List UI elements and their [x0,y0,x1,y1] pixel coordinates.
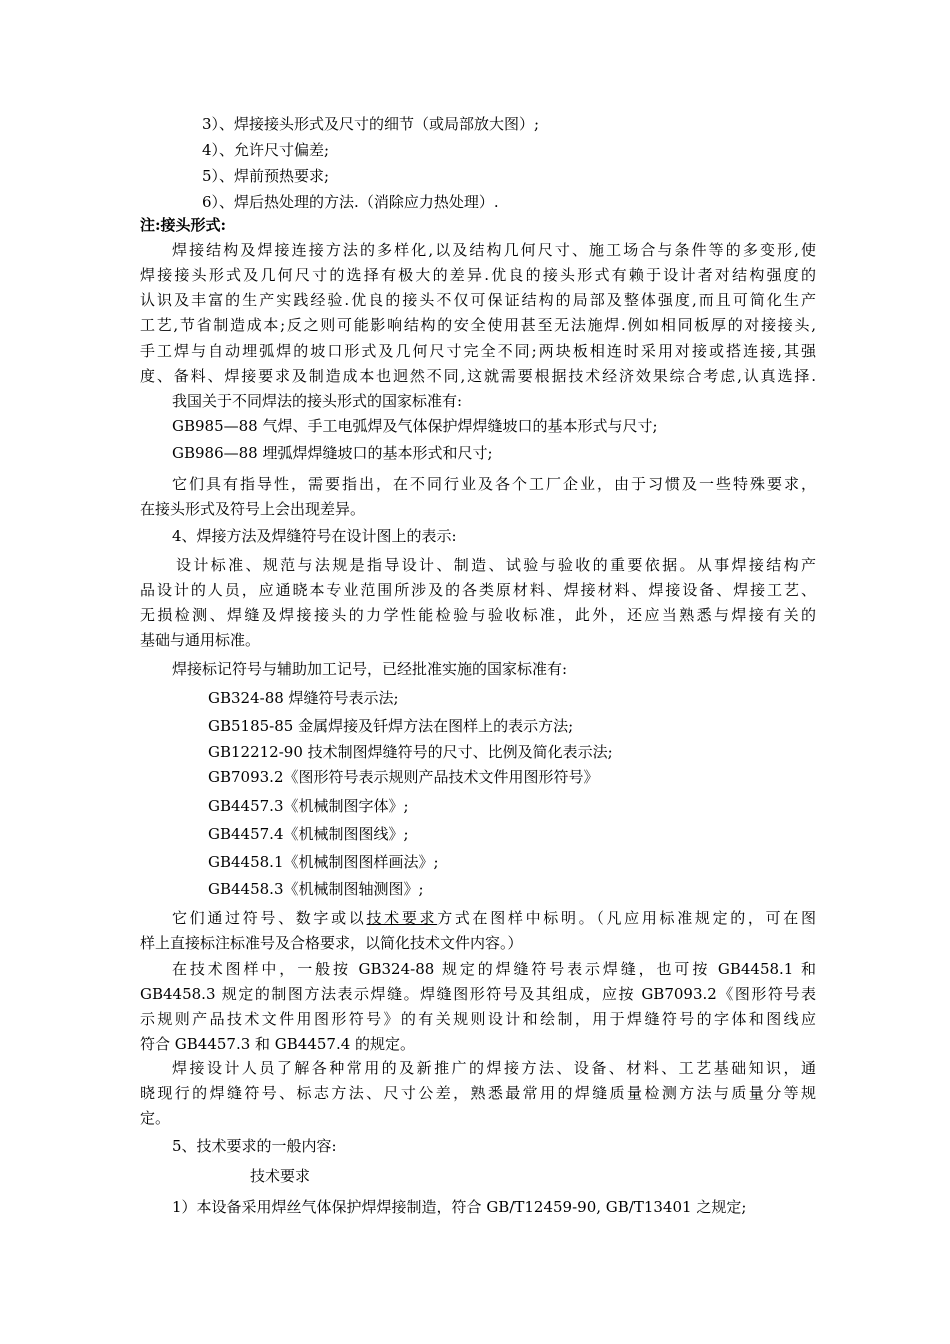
para7-line: GB4458.3 规定的制图方法表示焊缝。焊缝图形符号及其组成，应按 GB7093.2《图形符号表 [140,985,816,1003]
standard-item: GB4458.3《机械制图轴测图》; [208,880,424,898]
para6-line [172,908,816,928]
para3-line: 它们具有指导性，需要指出，在不同行业及各个工厂企业，由于习惯及一些特殊要求， [172,475,816,493]
para4-line: 设计标准、规范与法规是指导设计、制造、试验与验收的重要依据。从事焊接结构产 [176,556,816,574]
standard-gb985: GB985—88 气焊、手工电弧焊及气体保护焊焊缝坡口的基本形式与尺寸; [172,417,658,435]
para1-line: 度、备料、焊接要求及制造成本也迥然不同,这就需要根据技术经济效果综合考虑,认真选择. [140,367,816,385]
para7-line: 示规则产品技术文件用图形符号》的有关规则设计和绘制，用于焊缝符号的字体和图线应 [140,1010,816,1028]
section-heading-5: 5、技术要求的一般内容: [172,1137,337,1155]
standard-item: GB324-88 焊缝符号表示法; [208,689,399,707]
tech-requirements-title: 技术要求 [250,1167,311,1185]
para1-line: 手工焊与自动埋弧焊的坡口形式及几何尺寸完全不同;两块板相连时采用对接或搭连接,其强 [140,342,816,360]
para4-line: 无损检测、焊缝及焊接接头的力学性能检验与验收标准，此外，还应当熟悉与焊接有关的 [140,606,816,624]
technical-requirements-link[interactable]: 技术要求 [366,909,438,927]
list-step-6: 6）、焊后热处理的方法.（消除应力热处理）. [202,193,499,211]
para8-line: 定。 [140,1109,171,1127]
para6-line: 样上直接标注标准号及合格要求，以简化技术文件内容。） [140,934,523,952]
standard-item: GB4458.1《机械制图图样画法》; [208,853,439,871]
para1-line: 认识及丰富的生产实践经验.优良的接头不仅可保证结构的局部及整体强度,而且可简化生产 [140,291,816,309]
section-heading-4: 4、焊接方法及焊缝符号在设计图上的表示: [172,527,457,545]
para5: 焊接标记符号与辅助加工记号，已经批准实施的国家标准有: [172,660,568,678]
list-step-3: 3）、焊接接头形式及尺寸的细节（或局部放大图）; [202,115,540,133]
para6-text: 方式在图样中标明。（凡应用标准规定的，可在图 [437,909,816,927]
para4-line: 品设计的人员，应通晓本专业范围所涉及的各类原材料、焊接材料、焊接设备、焊接工艺、 [140,581,816,599]
para2: 我国关于不同焊法的接头形式的国家标准有: [172,392,463,410]
list-step-5: 5）、焊前预热要求; [202,167,330,185]
para7-line: 在技术图样中，一般按 GB324-88 规定的焊缝符号表示焊缝，也可按 GB4458.1 和 [172,960,816,978]
para3-line: 在接头形式及符号上会出现差异。 [140,500,366,518]
standard-item: GB7093.2《图形符号表示规则产品技术文件用图形符号》 [208,768,599,786]
standard-gb986: GB986—88 埋弧焊焊缝坡口的基本形式和尺寸; [172,444,493,462]
para1-line: 工艺,节省制造成本;反之则可能影响结构的安全使用甚至无法施焊.例如相同板厚的对接接头, [140,316,816,334]
para4-line: 基础与通用标准。 [140,631,261,649]
para7-line: 符合 GB4457.3 和 GB4457.4 的规定。 [140,1035,416,1053]
para8-line: 焊接设计人员了解各种常用的及新推广的焊接方法、设备、材料、工艺基础知识，通 [172,1059,816,1077]
para6-text: 它们通过符号、数字或以 [172,909,367,927]
para8-line: 晓现行的焊缝符号、标志方法、尺寸公差，熟悉最常用的焊缝质量检测方法与质量分等规 [140,1084,816,1102]
note-title: 注:接头形式: [140,216,227,234]
list-step-4: 4）、允许尺寸偏差; [202,141,330,159]
para1-line: 焊接结构及焊接连接方法的多样化,以及结构几何尺寸、施工场合与条件等的多变形,使 [172,241,816,259]
para1-line: 焊接接头形式及几何尺寸的选择有极大的差异.优良的接头形式有赖于设计者对结构强度的 [140,266,816,284]
standard-item: GB4457.3《机械制图字体》; [208,797,409,815]
standard-item: GB5185-85 金属焊接及钎焊方法在图样上的表示方法; [208,717,574,735]
tech-requirement-item-1: 1）本设备采用焊丝气体保护焊焊接制造，符合 GB/T12459-90, GB/T13401 之规定; [172,1198,747,1216]
standard-item: GB4457.4《机械制图图线》; [208,825,409,843]
standard-item: GB12212-90 技术制图焊缝符号的尺寸、比例及简化表示法; [208,743,613,761]
